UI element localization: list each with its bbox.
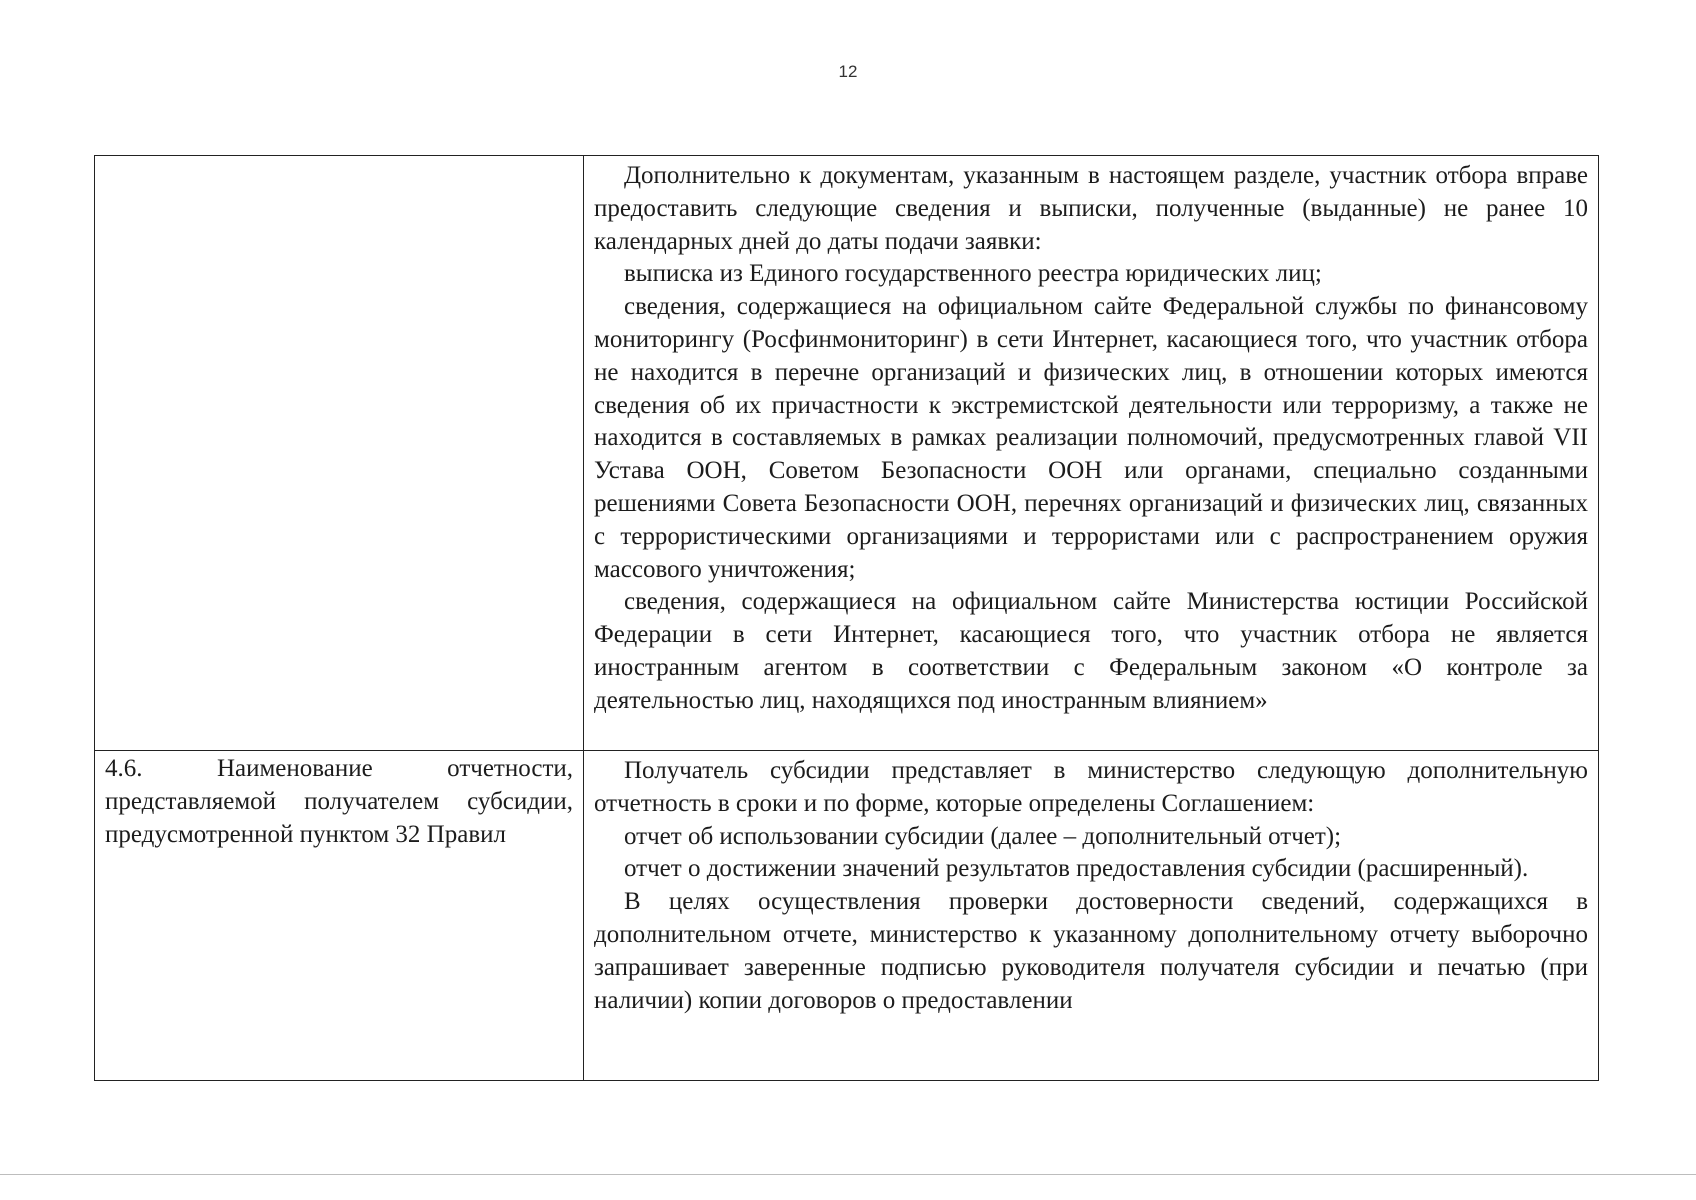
- footer-divider: [0, 1174, 1696, 1175]
- table-cell-reporting: [584, 751, 1599, 1081]
- paragraph-verification: В целях осуществления проверки достоверности сведений, содержащихся в дополнительном отчете, министерство к указанному дополнительному отчету выборочно запрашивает заверенные подписью руководителя получателя субсидии и печатью (при наличии) копии договоров о предоставлении: [594, 888, 1588, 1014]
- table-row: [95, 156, 1599, 751]
- table-cell-additional-documents: [584, 156, 1599, 751]
- paragraph-usage-report: отчет об использовании субсидии (далее – дополнительный отчет);: [624, 822, 1342, 850]
- document-table: [94, 155, 1599, 1081]
- paragraph-rosfinmonitoring: сведения, содержащиеся на официальном сайте Федеральной службы по финансовому мониторингу (Росфинмониторинг) в сети Интернет, касающиеся того, что участник отбора не находится в перечне организаций и физических лиц, в отношении которых имеются сведения об их причастности к экстремистской деятельности или терроризму, а также не находится в составляемых в рамках реализации полномочий, предусмотренных главой VII Устава ООН, Советом Безопасности ООН или органами, специально созданными решениями Совета Безопасности ООН, перечнях организаций и физических лиц, связанных с террористическими организациями и террористами или с распространением оружия массового уничтожения;: [594, 293, 1588, 583]
- paragraph-minjust: сведения, содержащиеся на официальном сайте Министерства юстиции Российской Федерации в сети Интернет, касающиеся того, что участник отбора не является иностранным агентом в соответствии с Федеральным законом «О контроле за деятельностью лиц, находящихся под иностранным влиянием»: [594, 588, 1588, 714]
- paragraph-intro: Дополнительно к документам, указанным в настоящем разделе, участник отбора вправе предоставить следующие сведения и выписки, полученные (выданные) не ранее 10 календарных дней до даты подачи заявки:: [594, 162, 1588, 255]
- table-cell-section-title: [95, 751, 584, 1081]
- paragraph-results-report: отчет о достижении значений результатов предоставления субсидии (расширенный).: [624, 855, 1529, 883]
- paragraph-reporting-intro: Получатель субсидии представляет в министерство следующую дополнительную отчетность в сроки и по форме, которые определены Соглашением:: [594, 757, 1588, 817]
- paragraph-egrul-extract: выписка из Единого государственного реестра юридических лиц;: [624, 260, 1322, 288]
- page-number: 12: [838, 62, 858, 81]
- section-title-4-6: 4.6. Наименование отчетности, представляемой получателем субсидии, предусмотренной пунктом 32 Правил: [105, 755, 573, 848]
- table-cell-left-empty: [95, 156, 584, 751]
- table-row: [95, 751, 1599, 1081]
